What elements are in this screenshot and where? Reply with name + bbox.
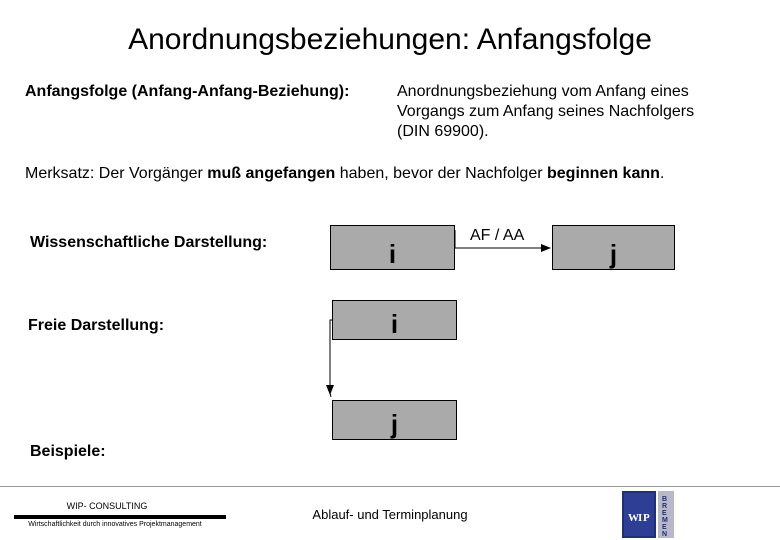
company-logo: [618, 488, 680, 540]
scientific-arrow: [455, 230, 550, 248]
examples-label: Beispiele:: [30, 443, 106, 460]
scientific-label: Wissenschaftliche Darstellung:: [30, 234, 268, 251]
definition-line: Vorgangs zum Anfang seines Nachfolgers: [397, 103, 695, 120]
merksatz-emphasis-1: muß angefangen: [207, 165, 336, 182]
merksatz-middle: haben, bevor der Nachfolger: [335, 165, 547, 182]
svg-text:W: W: [628, 512, 639, 524]
svg-text:E: E: [662, 510, 667, 517]
definition-line: (DIN 69900).: [397, 123, 489, 140]
svg-text:P: P: [643, 512, 650, 524]
footer-company: WIP- CONSULTING: [66, 501, 148, 511]
svg-text:I: I: [638, 512, 643, 524]
free-label: Freie Darstellung:: [28, 317, 165, 334]
footer-title: Ablauf- und Terminplanung: [312, 507, 468, 522]
box-i-label: i: [388, 239, 397, 269]
box-i-label: i: [390, 309, 399, 339]
svg-text:R: R: [662, 503, 668, 510]
svg-text:B: B: [662, 496, 668, 503]
definition-term: Anfangsfolge (Anfang-Anfang-Beziehung):: [25, 83, 350, 100]
svg-text:E: E: [662, 524, 667, 531]
footer-tagline: Wirtschaftlichkeit durch innovatives Projektmanagement: [28, 521, 202, 528]
svg-text:N: N: [662, 531, 668, 538]
footer-bar: [14, 515, 226, 519]
arrow-label: AF / AA: [470, 227, 525, 244]
page-title: Anordnungsbeziehungen: Anfangsfolge: [128, 23, 652, 56]
box-j-label: j: [609, 239, 618, 269]
merksatz-suffix: .: [659, 165, 665, 182]
svg-text:M: M: [662, 517, 668, 524]
box-j-label: j: [390, 409, 399, 439]
definition-line: Anordnungsbeziehung vom Anfang eines: [397, 83, 689, 100]
merksatz-emphasis-2: beginnen kann: [547, 165, 660, 182]
footer-divider: [0, 486, 780, 487]
merksatz-prefix: Merksatz: Der Vorgänger: [25, 165, 208, 182]
